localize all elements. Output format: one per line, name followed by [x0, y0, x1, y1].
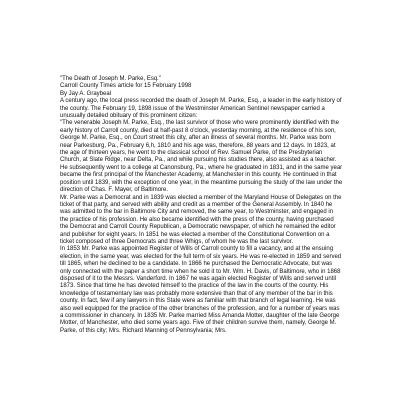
quote-paragraph-1: "The venerable Joseph M. Parke, Esq., the last survivor of those who were prominently identified with the early history of Carroll county, died at half-past 8 o'clock, yesterday morning, at the residence of his son, George M. Parke, Esq., on Court street this city, after an illness of several months. Mr. Parke was born near Parkesburg, Pa., February 6,h, 1810 and his age was, therefore, 88 years and 12 days. In 1823, at the age of thirteen years, he went to the classical school of Rev. Samuel Parke, of the Presbyterian Church, at Slate Ridge, near Delta, Pa., and while pursuing his studies there, also assisted as a teacher. He subsequently went to a college at Canonsburg, Pa., where he graduated in 1831, and in the same year became the first principal of the Manchester Academy, at Manchester in this county. He continued in that position until 1839, with the exception of one year, in the meantime pursuing the study of the law under the direction of Chas. F. Mayer, of Baltimore. [60, 120, 343, 194]
quote-paragraph-2: Mr. Parke was a Democrat and in 1839 was elected a member of the Maryland House of Delegates on the ticket of that party, and served with ability and credit as a member of the General Assembly. In 1840 he was admitted to the bar in Baltimore City and removed, the same year, to Westminster, and engaged in the practice of his profession. He also became identified with the press of the county, having purchased the Democrat and Carroll County Republican, a Democratic newspaper, of which he remained the editor and publisher for eight years. In 1851 he was elected a member of the Constitutional Convention on a ticket composed of three Democrats and three Whigs, of whom he was the last survivor. [60, 194, 342, 245]
document-title: "The Death of Joseph M. Parke, Esq." [60, 76, 161, 82]
intro-paragraph: A century ago, the local press recorded the death of Joseph M. Parke, Esq., a leader in the early history of the county. The February 19, 1898 issue of the Westminster American Sentinel newspaper carried a unusually detailed obituary of this prominent citizen: [60, 98, 342, 120]
document-byline: By Jay A. Graybeal [60, 90, 112, 97]
document-source: Carroll County Times article for 15 February 1998 [60, 83, 192, 90]
document-body [60, 76, 343, 335]
quote-paragraph-3: In 1853 Mr. Parke was appointed Register of Wills of Carroll county to fill a vacancy, and at the ensuing election, in the same year, was elected for the full term of six years. He was re-elected in 1859 and served till 1865, when he declined to be a candidate. In 1866 he purchased the Democratic Advocate, but was only connected with the paper a short time when he sold it to Mr. Wm. H. Davis, of Baltimore, who in 1868 disposed of it to the Messrs. Vanderford. In 1867 he was again elected Register of Wills and served until 1873. Since that time he has devoted himself to the practice of the law in the courts of the county. His knowledge of testamentary law was probably more extensive than that of any member of the bar in this county. In fact, few if any lawyers in this State were as familiar with that branch of legal learning. He was also well equipped for the practice of the other branches of the profession, and for a number of years was a commissioner in chancery. In 1835 Mr. Parke married Miss Amanda Motter, daughter of the late George Motter, of Manchester, who died some years ago. Five of their children survive them, namely, George M. Parke, of this city; Mrs. Richard Manning of Pennsylvania; Mrs. [60, 246, 342, 334]
